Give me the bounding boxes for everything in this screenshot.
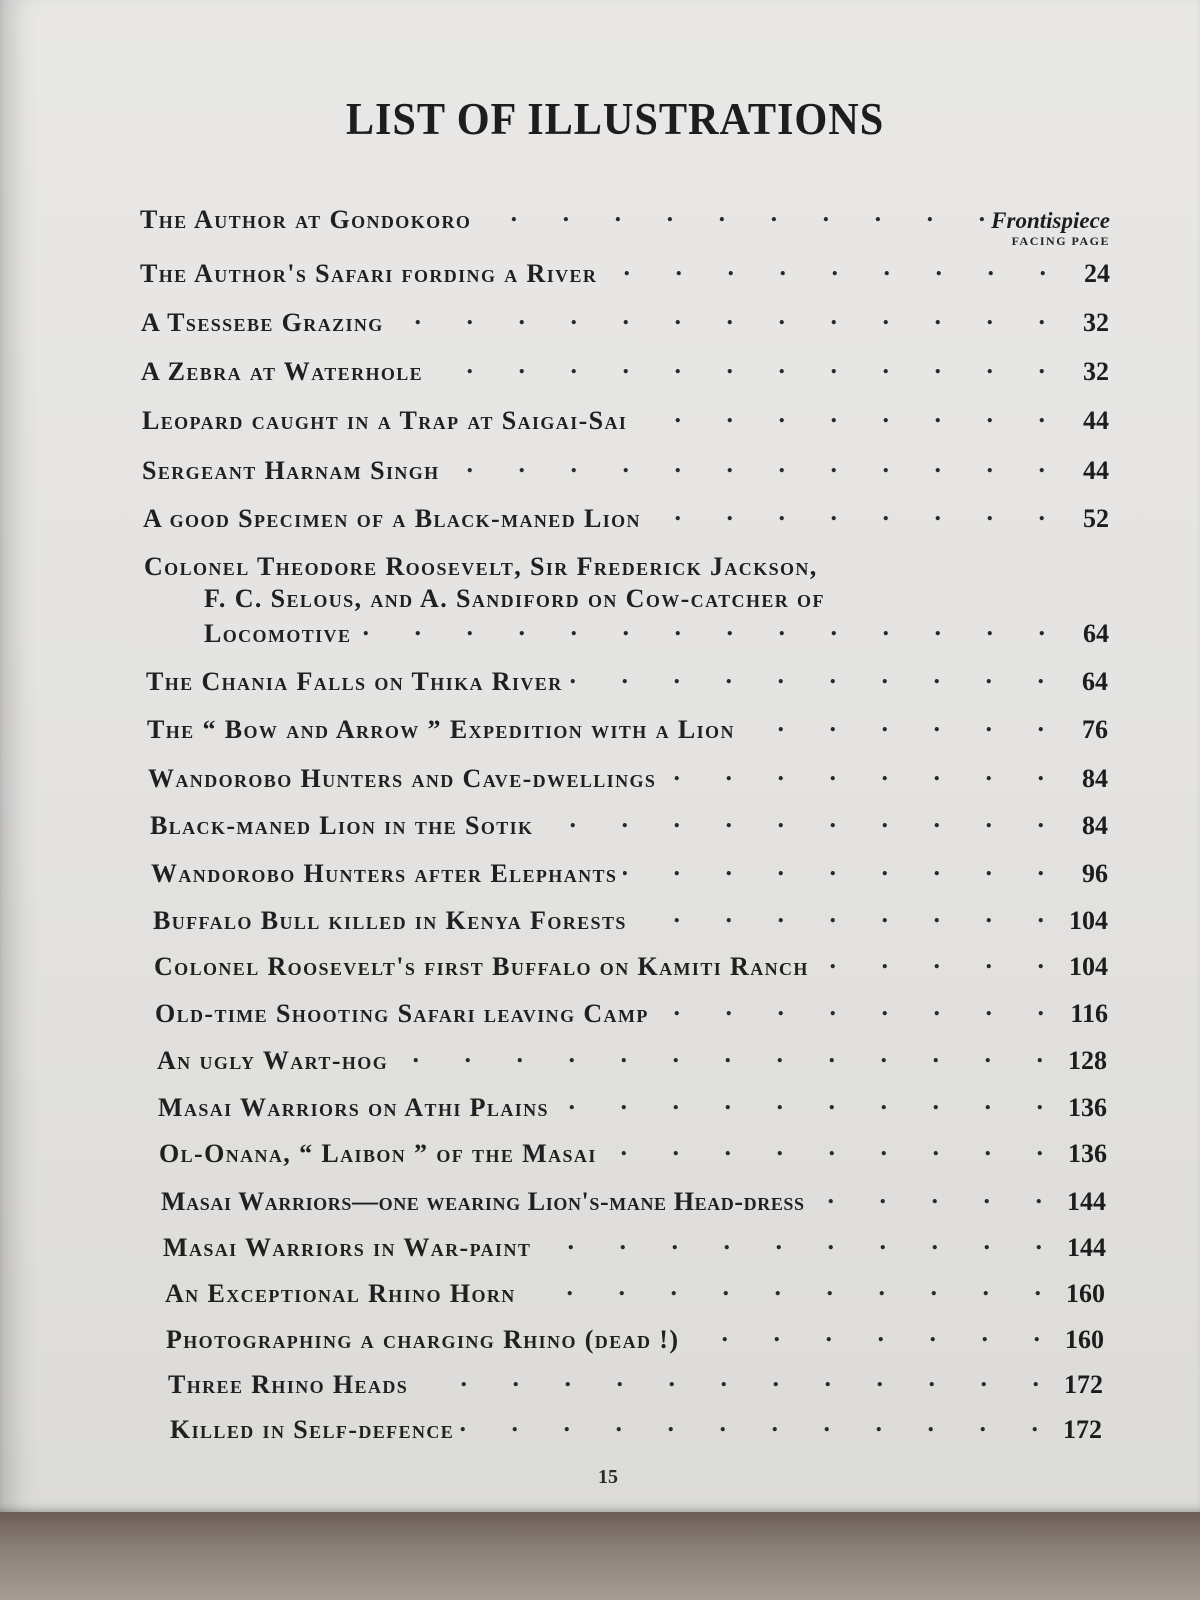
entry-page: 24 [1084,259,1110,288]
leader-dots [633,899,1044,929]
entry-label: An Exceptional Rhino Horn [165,1279,516,1308]
entry-label: Masai Warriors—one wearing Lion's-mane Head-dress [161,1187,805,1216]
leader-dots [569,660,1044,690]
entry-page: 160 [1066,1279,1105,1308]
list-item [148,757,1108,797]
entry-label: Sergeant Harnam Singh [142,456,440,485]
entry-page: 96 [1082,859,1108,888]
entry-label: The Author at Gondokoro [140,205,472,234]
entry-page: 144 [1067,1233,1106,1262]
entry-page: 116 [1070,999,1108,1028]
leader-dots [685,1318,1040,1348]
leader-dots [647,497,1045,527]
entry-label: A good Specimen of a Black-maned Lion [143,504,641,533]
leader-dots [446,449,1045,479]
leader-dots [603,1132,1043,1162]
entry-page: 104 [1069,952,1108,981]
entry-page: Frontispiece [991,208,1110,233]
list-item [143,497,1109,537]
leader-dots [394,1039,1043,1069]
page-title: LIST OF ILLUSTRATIONS [345,93,885,144]
list-item [168,1363,1103,1403]
page-number: 15 [598,1466,618,1488]
leader-dots [460,1408,1038,1438]
list-item [153,899,1108,939]
entry-label: Photographing a charging Rhino (dead !) [166,1325,680,1354]
entry-page: 104 [1069,906,1108,935]
list-item [163,1226,1106,1266]
leader-dots [357,612,1045,642]
entry-page: 44 [1083,456,1109,485]
leader-dots [555,1086,1043,1116]
list-item [158,1086,1107,1126]
list-item [147,708,1108,748]
entry-page: 32 [1083,308,1109,337]
list-item [146,660,1108,700]
leader-dots [390,301,1045,331]
entry-label: The Chania Falls on Thika River [146,667,563,696]
leader-dots [429,350,1045,380]
entry-page: 172 [1064,1370,1103,1399]
list-item [142,449,1109,489]
entry-page: 64 [1083,619,1109,648]
entry-label: A Zebra at Waterhole [141,357,424,386]
list-item [157,1039,1107,1079]
list-item-frontispiece [140,198,1110,238]
entry-label: Black-maned Lion in the Sotik [150,811,534,840]
leader-dots [623,852,1044,882]
entry-label: An ugly Wart-hog [157,1046,389,1075]
leader-dots [815,945,1044,975]
entry-page: 84 [1082,811,1108,840]
list-item [150,804,1108,844]
entry-page: 52 [1083,504,1109,533]
entry-page: 172 [1063,1415,1102,1444]
list-item [155,992,1108,1032]
list-item [161,1180,1106,1220]
leader-dots [662,757,1044,787]
list-item [165,1272,1105,1312]
entry-page: 128 [1068,1046,1107,1075]
entry-page: 32 [1083,357,1109,386]
entry-label-line-1: Colonel Theodore Roosevelt, Sir Frederick Jackson, [144,552,818,581]
entry-label: Ol-Onana, “ Laibon ” of the Masai [159,1139,597,1168]
entry-label: A Tsessebe Grazing [141,308,384,337]
list-item [141,350,1109,390]
entry-label: Wandorobo Hunters and Cave-dwellings [148,764,657,793]
entry-label: Three Rhino Heads [168,1370,409,1399]
entry-page: 64 [1082,667,1108,696]
entry-page: 136 [1068,1093,1107,1122]
entry-label: The Author's Safari fording a River [140,259,598,288]
leader-dots [537,1226,1042,1256]
entry-label: Buffalo Bull killed in Kenya Forests [153,906,627,935]
entry-label-line-2: F. C. Selous, and A. Sandiford on Cow-catcher of [204,584,825,613]
leader-dots [522,1272,1041,1302]
list-item [170,1408,1102,1448]
leader-dots [603,252,1046,282]
entry-label: Wandorobo Hunters after Elephants [151,859,618,888]
entry-label: Killed in Self-defence [170,1415,455,1444]
entry-page: 76 [1082,715,1108,744]
list-item [204,612,1109,652]
entry-page: 160 [1065,1325,1104,1354]
entry-label: Old-time Shooting Safari leaving Camp [155,999,649,1028]
leader-dots [811,1180,1042,1210]
leader-dots [477,198,985,228]
leader-dots [539,804,1044,834]
entry-label: Leopard caught in a Trap at Saigai-Sai [142,406,628,435]
list-item [159,1132,1107,1172]
list-item [154,945,1108,985]
entry-label: Masai Warriors in War-paint [163,1233,532,1262]
entry-page: 44 [1083,406,1109,435]
leader-dots [633,399,1045,429]
list-item [166,1318,1104,1358]
book-edge [0,1512,1200,1600]
list-item [151,852,1108,892]
leader-dots [414,1363,1039,1393]
entry-page: 144 [1067,1187,1106,1216]
entry-page: 84 [1082,764,1108,793]
list-item [142,399,1109,439]
facing-page-label: FACING PAGE [1011,234,1110,248]
leader-dots [741,708,1044,738]
leader-dots [655,992,1044,1022]
entry-label: The “ Bow and Arrow ” Expedition with a Lion [147,715,735,744]
entry-label: Masai Warriors on Athi Plains [158,1093,549,1122]
entry-label: Colonel Roosevelt's first Buffalo on Kamiti Ranch [154,952,809,981]
entry-label: Locomotive [204,619,352,648]
list-item [140,252,1110,292]
entry-page: 136 [1068,1139,1107,1168]
list-item [141,301,1109,341]
